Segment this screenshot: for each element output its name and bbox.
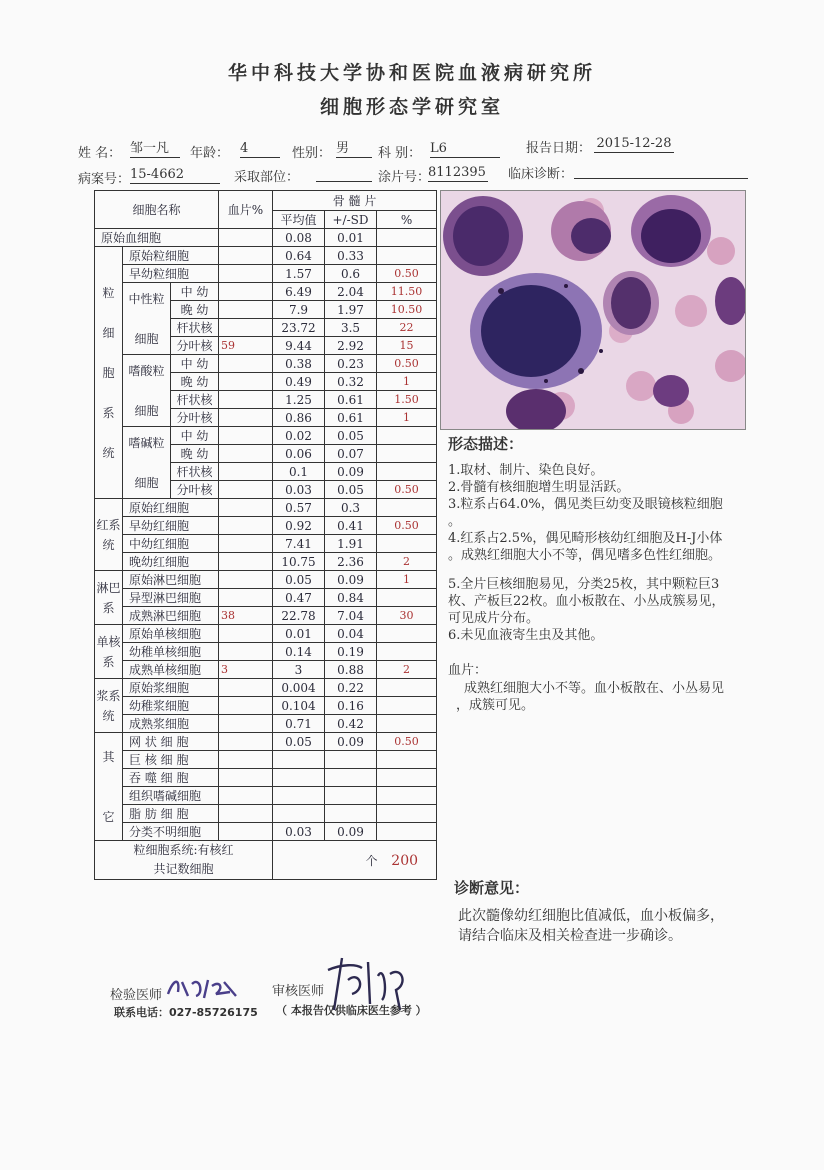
row-name: 原始红细胞 [123, 499, 219, 517]
row-pct [377, 427, 437, 445]
clinical-label: 临床诊断： [508, 167, 574, 182]
row-sd: 0.05 [325, 481, 377, 499]
row-pct [377, 499, 437, 517]
row-pct: 0.50 [377, 481, 437, 499]
cell-count-table [94, 190, 437, 880]
row-sd: 0.09 [325, 823, 377, 841]
row-blood [219, 571, 273, 589]
row-mean: 1.25 [273, 391, 325, 409]
row-mean: 0.05 [273, 733, 325, 751]
row-sd: 2.36 [325, 553, 377, 571]
row-name: 中 幼 [171, 427, 219, 445]
group-label-char: 粒 [102, 285, 115, 300]
morphology-line: 。成熟红细胞大小不等，偶见嗜多色性红细胞。 [448, 548, 722, 563]
row-sd: 0.22 [325, 679, 377, 697]
group-label-char: 细 [102, 325, 115, 340]
row-name: 中幼红细胞 [123, 535, 219, 553]
row-name: 原始淋巴细胞 [123, 571, 219, 589]
row-mean: 0.57 [273, 499, 325, 517]
group-label: 细胞 [134, 403, 159, 418]
row-mean: 7.41 [273, 535, 325, 553]
row-mean: 0.49 [273, 373, 325, 391]
case-no-value: 15-4662 [130, 166, 220, 184]
row-blood [219, 697, 273, 715]
table-row [95, 589, 437, 607]
row-name: 杆状核 [171, 319, 219, 337]
table-row [95, 499, 437, 517]
row-blood: 59 [219, 337, 273, 355]
row-blood [219, 787, 273, 805]
diagnosis-line: 请结合临床及相关检查进一步确诊。 [458, 928, 682, 944]
row-sd [325, 751, 377, 769]
row-pct [377, 697, 437, 715]
row-sd: 2.04 [325, 283, 377, 301]
footer-label-line: 共记数细胞 [153, 862, 214, 876]
row-name: 成熟浆细胞 [123, 715, 219, 733]
report-date-value: 2015-12-28 [594, 135, 674, 153]
row-blood [219, 409, 273, 427]
row-blood [219, 301, 273, 319]
header-cell-name: 细胞名称 [95, 191, 219, 229]
table-row [95, 661, 437, 679]
row-name: 早幼红细胞 [123, 517, 219, 535]
row-name: 原始粒细胞 [123, 247, 219, 265]
sex-value: 男 [336, 140, 372, 158]
row-blood [219, 517, 273, 535]
row-pct: 10.50 [377, 301, 437, 319]
table-row [95, 571, 437, 589]
row-pct [377, 247, 437, 265]
row-mean [273, 787, 325, 805]
row-mean: 0.004 [273, 679, 325, 697]
row-mean: 6.49 [273, 283, 325, 301]
sex-label: 性别： [292, 146, 332, 161]
row-mean: 1.57 [273, 265, 325, 283]
total-count: 200 [391, 852, 419, 869]
row-sd [325, 805, 377, 823]
count-unit: 个 [365, 853, 378, 868]
row-mean: 0.1 [273, 463, 325, 481]
row-name: 分类不明细胞 [123, 823, 219, 841]
morphology-line: 3.粒系占64.0%，偶见类巨幼变及眼镜核粒细胞 [448, 497, 723, 512]
row-pct [377, 679, 437, 697]
row-sd [325, 769, 377, 787]
row-name: 网 状 细 胞 [123, 733, 219, 751]
morphology-title: 形态描述： [448, 435, 524, 453]
row-pct [377, 625, 437, 643]
row-sd [325, 787, 377, 805]
table-row [95, 823, 437, 841]
row-mean: 23.72 [273, 319, 325, 337]
table-row [95, 751, 437, 769]
row-name: 原始浆细胞 [123, 679, 219, 697]
group-label-char: 其 [102, 749, 115, 764]
row-name: 晚 幼 [171, 373, 219, 391]
row-mean: 0.05 [273, 571, 325, 589]
table-row [95, 805, 437, 823]
row-sd: 0.09 [325, 733, 377, 751]
row-mean: 22.78 [273, 607, 325, 625]
row-blood [219, 499, 273, 517]
row-sd: 0.23 [325, 355, 377, 373]
name-label: 姓 名： [78, 146, 122, 161]
row-sd: 1.97 [325, 301, 377, 319]
row-mean: 0.01 [273, 625, 325, 643]
row-mean: 0.06 [273, 445, 325, 463]
row-pct [377, 805, 437, 823]
morphology-line: 1.取材、制片、染色良好。 [448, 463, 604, 478]
table-row [95, 769, 437, 787]
table-row [95, 355, 437, 373]
row-blood [219, 283, 273, 301]
row-mean: 0.104 [273, 697, 325, 715]
row-pct [377, 589, 437, 607]
row-pct [377, 787, 437, 805]
total-count-cell [273, 841, 437, 880]
age-value: 4 [240, 140, 280, 158]
row-mean: 0.38 [273, 355, 325, 373]
table-row [95, 265, 437, 283]
row-mean [273, 805, 325, 823]
contact-phone: 联系电话：027-85726175 [114, 1006, 258, 1019]
row-sd: 3.5 [325, 319, 377, 337]
row-mean: 7.9 [273, 301, 325, 319]
row-pct: 0.50 [377, 265, 437, 283]
row-pct: 22 [377, 319, 437, 337]
age-label: 年龄： [190, 146, 230, 161]
row-name: 异型淋巴细胞 [123, 589, 219, 607]
table-row [95, 697, 437, 715]
row-name: 晚 幼 [171, 301, 219, 319]
site-label: 采取部位： [234, 170, 300, 185]
site-value [316, 164, 372, 182]
row-name: 原始单核细胞 [123, 625, 219, 643]
row-blood [219, 355, 273, 373]
table-footer-row [95, 841, 437, 880]
row-name: 晚幼红细胞 [123, 553, 219, 571]
row-name: 原始血细胞 [95, 229, 219, 247]
row-blood [219, 589, 273, 607]
row-name: 幼稚单核细胞 [123, 643, 219, 661]
table-row [95, 553, 437, 571]
diagnosis-title: 诊断意见： [454, 879, 530, 897]
slide-label: 涂片号： [378, 170, 431, 185]
row-name: 吞 噬 细 胞 [123, 769, 219, 787]
dept-label: 科 别： [378, 146, 422, 161]
row-mean: 0.02 [273, 427, 325, 445]
row-pct [377, 643, 437, 661]
group-plasma: 浆系统 [95, 679, 123, 733]
row-mean: 0.92 [273, 517, 325, 535]
case-no-label: 病案号： [78, 172, 131, 187]
group-label: 嗜碱粒 [128, 435, 165, 450]
row-name: 晚 幼 [171, 445, 219, 463]
table-row [95, 283, 437, 301]
row-pct: 0.50 [377, 733, 437, 751]
row-sd: 0.07 [325, 445, 377, 463]
row-pct: 0.50 [377, 355, 437, 373]
row-pct: 2 [377, 661, 437, 679]
table-row [95, 535, 437, 553]
row-blood [219, 229, 273, 247]
row-mean: 9.44 [273, 337, 325, 355]
row-blood [219, 247, 273, 265]
dept-value: L6 [430, 140, 500, 158]
bone-marrow-micrograph [440, 190, 746, 430]
row-name: 分叶核 [171, 337, 219, 355]
disclaimer-note: （ 本报告仅供临床医生参考 ） [276, 1004, 427, 1017]
row-pct: 15 [377, 337, 437, 355]
row-pct: 1 [377, 571, 437, 589]
blood-smear-title: 血片： [448, 663, 488, 678]
row-mean [273, 751, 325, 769]
row-mean: 0.14 [273, 643, 325, 661]
row-pct: 1 [377, 409, 437, 427]
table-row [95, 733, 437, 751]
row-mean: 0.47 [273, 589, 325, 607]
row-name: 中 幼 [171, 283, 219, 301]
row-pct [377, 535, 437, 553]
row-sd: 7.04 [325, 607, 377, 625]
row-blood [219, 427, 273, 445]
row-sd: 0.6 [325, 265, 377, 283]
row-sd: 0.04 [325, 625, 377, 643]
group-basophil [123, 427, 171, 499]
group-label: 细胞 [134, 331, 159, 346]
group-label-char: 胞 [102, 365, 115, 380]
row-sd: 2.92 [325, 337, 377, 355]
group-lymphoid: 淋巴系 [95, 571, 123, 625]
reviewer-label: 审核医师 [272, 984, 325, 999]
group-label: 嗜酸粒 [128, 363, 165, 378]
table-row [95, 607, 437, 625]
blood-smear-line: 成熟红细胞大小不等。血小板散在、小丛易见 [464, 681, 725, 696]
morphology-line: 2.骨髓有核细胞增生明显活跃。 [448, 480, 630, 495]
group-label-char: 系 [102, 405, 115, 420]
row-pct [377, 463, 437, 481]
row-blood [219, 445, 273, 463]
row-pct [377, 715, 437, 733]
row-pct: 0.50 [377, 517, 437, 535]
row-blood [219, 715, 273, 733]
row-blood [219, 733, 273, 751]
row-name: 中 幼 [171, 355, 219, 373]
row-blood [219, 535, 273, 553]
group-label-char: 统 [102, 445, 115, 460]
row-name: 组织嗜碱细胞 [123, 787, 219, 805]
header-sd: +/-SD [325, 211, 377, 229]
group-neutrophil [123, 283, 171, 355]
report-date-label: 报告日期： [526, 141, 592, 156]
lab-title: 细胞形态学研究室 [319, 96, 504, 118]
row-name: 杆状核 [171, 391, 219, 409]
group-label: 细胞 [134, 475, 159, 490]
row-sd: 0.32 [325, 373, 377, 391]
row-name: 成熟淋巴细胞 [123, 607, 219, 625]
row-blood [219, 643, 273, 661]
row-blood [219, 391, 273, 409]
row-mean: 0.08 [273, 229, 325, 247]
row-blood: 3 [219, 661, 273, 679]
row-blood [219, 679, 273, 697]
clinical-value [574, 161, 748, 179]
table-row [95, 229, 437, 247]
row-sd: 0.33 [325, 247, 377, 265]
group-eosinophil [123, 355, 171, 427]
table-row [95, 517, 437, 535]
header-mean: 平均值 [273, 211, 325, 229]
row-pct: 1 [377, 373, 437, 391]
row-blood [219, 319, 273, 337]
group-monocyte: 单核系 [95, 625, 123, 679]
row-sd: 0.3 [325, 499, 377, 517]
row-blood [219, 373, 273, 391]
morphology-line: 6.未见血液寄生虫及其他。 [448, 628, 604, 643]
row-name: 分叶核 [171, 481, 219, 499]
institute-title: 华中科技大学协和医院血液病研究所 [227, 62, 596, 84]
row-pct [377, 445, 437, 463]
row-sd: 0.09 [325, 571, 377, 589]
row-blood [219, 625, 273, 643]
row-blood [219, 805, 273, 823]
row-sd: 0.09 [325, 463, 377, 481]
row-pct [377, 823, 437, 841]
row-blood: 38 [219, 607, 273, 625]
row-sd: 0.19 [325, 643, 377, 661]
row-mean: 0.71 [273, 715, 325, 733]
row-name: 成熟单核细胞 [123, 661, 219, 679]
row-blood [219, 823, 273, 841]
row-name: 早幼粒细胞 [123, 265, 219, 283]
row-name: 杆状核 [171, 463, 219, 481]
group-granulocyte [95, 247, 123, 499]
row-blood [219, 265, 273, 283]
examiner-signature [164, 974, 244, 1002]
row-mean: 0.86 [273, 409, 325, 427]
row-pct [377, 769, 437, 787]
row-sd: 0.84 [325, 589, 377, 607]
row-blood [219, 481, 273, 499]
morphology-line: 可见成片分布。 [448, 611, 540, 626]
row-pct: 1.50 [377, 391, 437, 409]
row-name: 分叶核 [171, 409, 219, 427]
row-sd: 0.41 [325, 517, 377, 535]
row-mean [273, 769, 325, 787]
row-pct [377, 751, 437, 769]
group-label-char: 它 [102, 809, 115, 824]
group-erythroid: 红系统 [95, 499, 123, 571]
table-row [95, 625, 437, 643]
row-pct: 11.50 [377, 283, 437, 301]
blood-smear-line: ，成簇可见。 [456, 698, 535, 713]
table-row [95, 247, 437, 265]
row-sd: 0.61 [325, 391, 377, 409]
row-blood [219, 769, 273, 787]
row-mean: 10.75 [273, 553, 325, 571]
row-sd: 0.42 [325, 715, 377, 733]
morphology-line: 4.红系占2.5%，偶见畸形核幼红细胞及H-J小体 [448, 531, 723, 546]
diagnosis-line: 此次髓像幼红细胞比值减低，血小板偏多， [458, 908, 724, 924]
row-name: 幼稚浆细胞 [123, 697, 219, 715]
footer-label [95, 841, 273, 880]
morphology-line: 5.全片巨核细胞易见，分类25枚，其中颗粒巨3 [448, 577, 720, 592]
header-marrow: 骨 髓 片 [273, 191, 437, 211]
row-sd: 0.88 [325, 661, 377, 679]
row-mean: 0.03 [273, 823, 325, 841]
morphology-line: 。 [448, 514, 462, 529]
slide-value: 8112395 [428, 164, 488, 182]
row-sd: 0.05 [325, 427, 377, 445]
row-pct: 30 [377, 607, 437, 625]
row-mean: 0.03 [273, 481, 325, 499]
header-blood: 血片% [219, 191, 273, 229]
row-blood [219, 751, 273, 769]
group-other [95, 733, 123, 841]
row-sd: 0.16 [325, 697, 377, 715]
table-row [95, 679, 437, 697]
row-name: 巨 核 细 胞 [123, 751, 219, 769]
name-value: 邹一凡 [130, 140, 180, 158]
row-mean: 3 [273, 661, 325, 679]
row-name: 脂 肪 细 胞 [123, 805, 219, 823]
row-sd: 1.91 [325, 535, 377, 553]
table-row [95, 427, 437, 445]
footer-label-line: 粒细胞系统:有核红 [133, 843, 234, 857]
row-pct [377, 229, 437, 247]
row-mean: 0.64 [273, 247, 325, 265]
row-pct: 2 [377, 553, 437, 571]
row-blood [219, 553, 273, 571]
row-sd: 0.01 [325, 229, 377, 247]
examiner-label: 检验医师 [110, 988, 163, 1003]
table-row [95, 643, 437, 661]
row-blood [219, 463, 273, 481]
table-row [95, 787, 437, 805]
header-pct: % [377, 211, 437, 229]
group-label: 中性粒 [128, 291, 165, 306]
morphology-line: 枚、产板巨22枚。血小板散在、小丛成簇易见， [448, 594, 725, 609]
table-row [95, 715, 437, 733]
row-sd: 0.61 [325, 409, 377, 427]
